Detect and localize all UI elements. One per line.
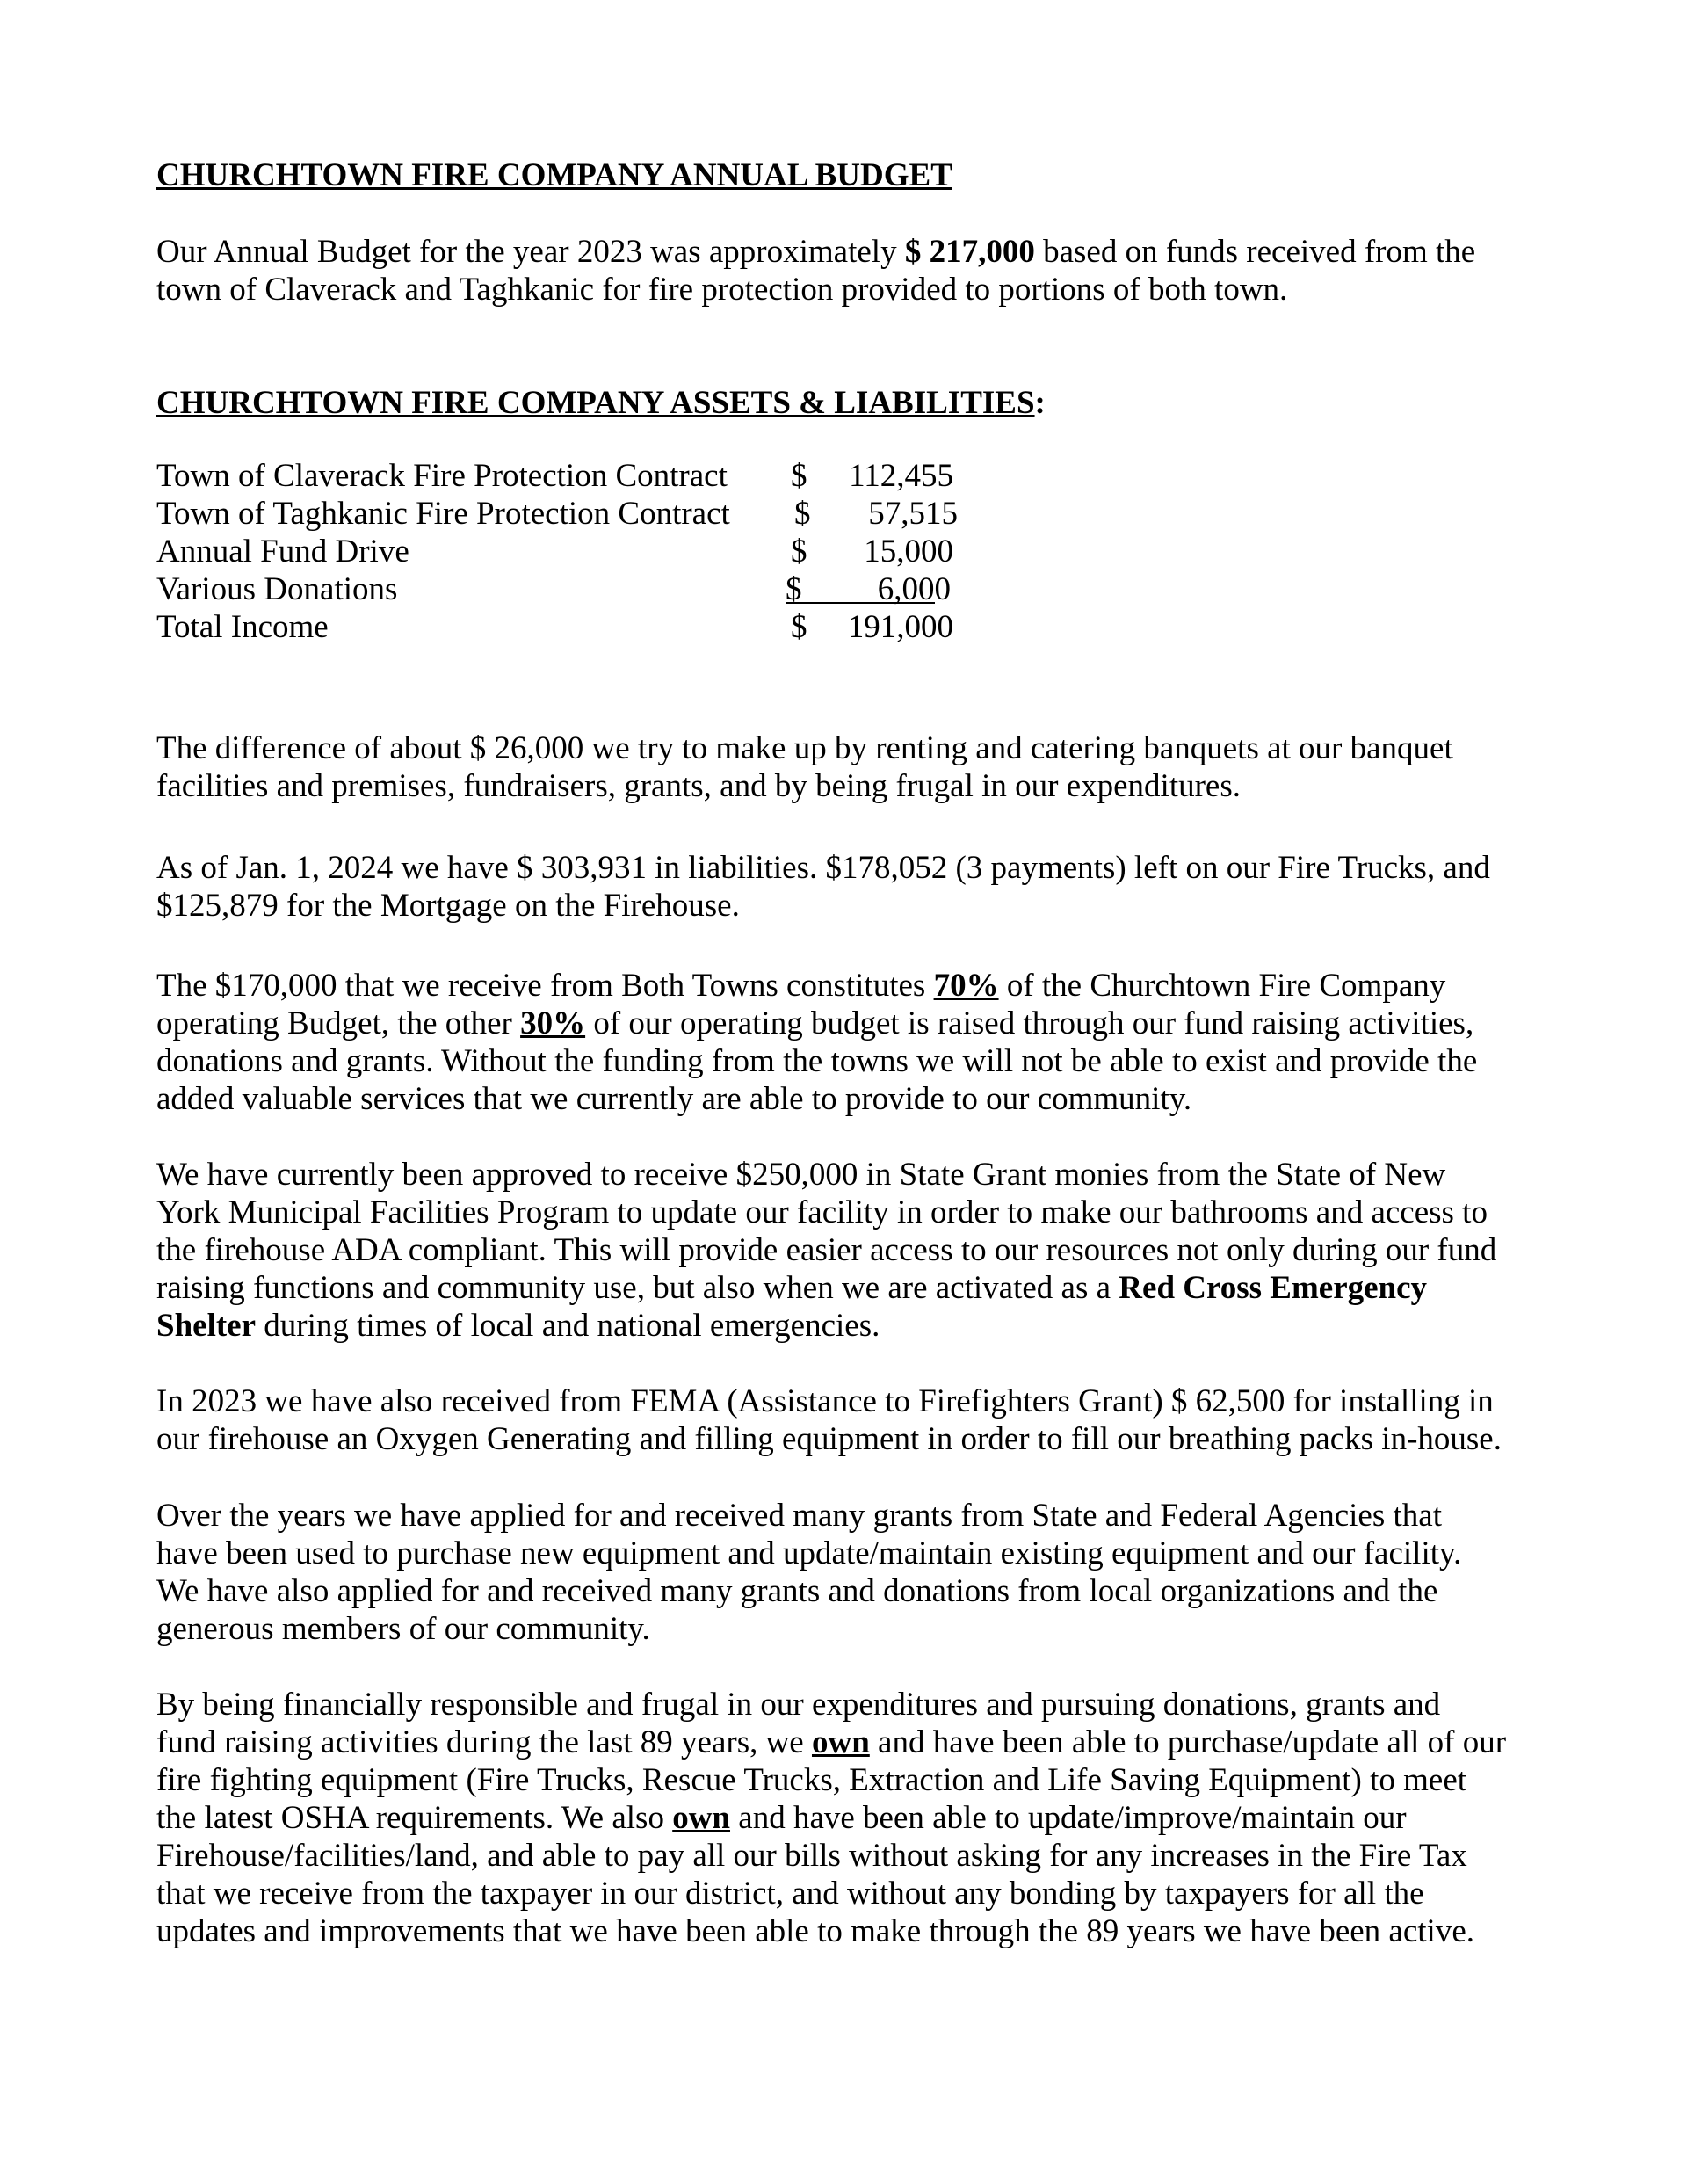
table-row: Various Donations $ 6,000 bbox=[156, 571, 951, 607]
table-row: Total Income $ 191,000 bbox=[156, 609, 953, 645]
state-grant-paragraph: We have currently been approved to receive $250,000 in State Grant monies from the State of New York Municipal Facilities Program to update our facility in order to make our bathrooms and access to the firehouse ADA compliant. This will provide easier access to our resources not only during our fund raising functions and community use, but also when we are activated as a Red Cross Emergency Shelter during times of local and national emergencies. bbox=[156, 1157, 1497, 1344]
difference-paragraph: The difference of about $ 26,000 we try to make up by renting and catering banquets at our banquet facilities and premises, fundraisers, grants, and by being frugal in our expenditures. bbox=[156, 730, 1453, 804]
grants-history-paragraph: Over the years we have applied for and received many grants from State and Federal Agencies that have been used to purchase new equipment and update/maintain existing equipment and our facility. We have also applied for and received many grants and donations from local organizations and the generous members of our community. bbox=[156, 1498, 1462, 1647]
budget-paragraph: Our Annual Budget for the year 2023 was approximately $ 217,000 based on funds received from the town of Claverack and Taghkanic for fire protection provided to portions of both town. bbox=[156, 234, 1476, 308]
budget-heading: CHURCHTOWN FIRE COMPANY ANNUAL BUDGET bbox=[156, 157, 952, 193]
table-row: Town of Taghkanic Fire Protection Contract $ 57,515 bbox=[156, 496, 958, 532]
table-row: Annual Fund Drive $ 15,000 bbox=[156, 533, 953, 570]
financial-responsibility-paragraph: By being financially responsible and frugal in our expenditures and pursuing donations, grants and fund raising activities during the last 89 years, we own and have been able to purchase/update all of our fire fighting equipment (Fire Trucks, Rescue Trucks, Extraction and Life Saving Equipment) to meet the latest OSHA requirements. We also own and have been able to update/improve/maintain our Firehouse/facilities/land, and able to pay all our bills without asking for any increases in the Fire Tax that we receive from the taxpayer in our district, and without any bonding by taxpayers for all the updates and improvements that we have been able to make through the 89 years we have been active. bbox=[156, 1687, 1507, 1949]
subtotal-underline bbox=[786, 602, 935, 604]
table-row: Town of Claverack Fire Protection Contract $ 112,455 bbox=[156, 458, 953, 494]
liabilities-paragraph: As of Jan. 1, 2024 we have $ 303,931 in liabilities. $178,052 (3 payments) left on our Fire Trucks, and $125,879 for the Mortgage on the Firehouse. bbox=[156, 850, 1490, 924]
budget-amount: $ 217,000 bbox=[904, 234, 1035, 270]
assets-heading: CHURCHTOWN FIRE COMPANY ASSETS & LIABILITIES: bbox=[156, 385, 1046, 421]
fema-paragraph: In 2023 we have also received from FEMA (Assistance to Firefighters Grant) $ 62,500 for installing in our firehouse an Oxygen Generating and filling equipment in order to fill our breathing packs in-house. bbox=[156, 1383, 1502, 1457]
percent-30: 30% bbox=[520, 1005, 586, 1041]
towns-funding-paragraph: The $170,000 that we receive from Both Towns constitutes 70% of the Churchtown Fire Company operating Budget, the other 30% of our operating budget is raised through our fund raising activities, donations and grants. Without the funding from the towns we will not be able to exist and provide the added valuable services that we currently are able to provide to our community. bbox=[156, 968, 1478, 1117]
percent-70: 70% bbox=[933, 968, 999, 1004]
income-table bbox=[156, 457, 1035, 646]
